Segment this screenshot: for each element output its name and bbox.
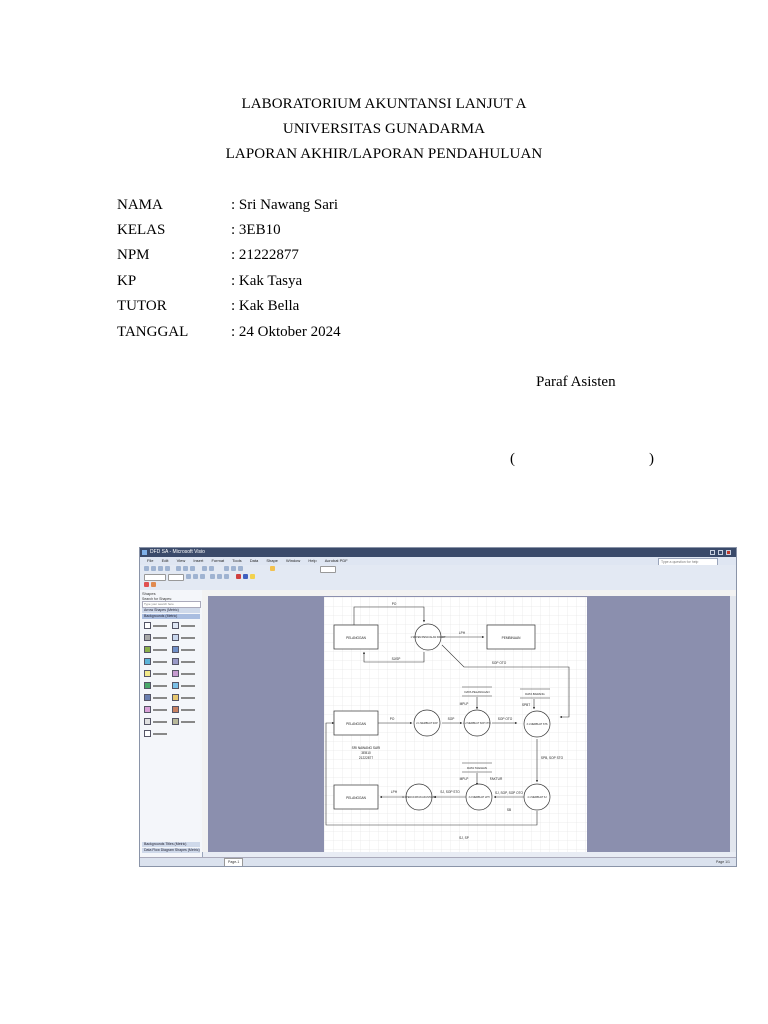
flow-label: SJ, SOP, SOP OTO bbox=[495, 791, 523, 795]
save-icon bbox=[158, 566, 163, 571]
flow-label: PO bbox=[389, 717, 395, 721]
zoom-box bbox=[320, 566, 336, 573]
connector-icon bbox=[231, 566, 236, 571]
background-shape-icon bbox=[172, 658, 179, 665]
align-right-icon bbox=[224, 574, 229, 579]
flow-label: MPLP bbox=[459, 777, 469, 781]
field-label-tanggal: TANGGAL bbox=[117, 324, 189, 340]
background-shape-icon bbox=[144, 730, 151, 737]
background-shape-icon bbox=[172, 682, 179, 689]
open-icon bbox=[151, 566, 156, 571]
field-value-kp: : Kak Tasya bbox=[231, 273, 303, 289]
stencil-background-titles: Backgrounds Titles (Metric) bbox=[142, 842, 200, 847]
field-value-nama: : Sri Nawang Sari bbox=[231, 197, 339, 213]
new-icon bbox=[144, 566, 149, 571]
flow-label: SOP OTO bbox=[491, 661, 507, 665]
menu-tools: Tools bbox=[232, 558, 242, 563]
background-shape-icon bbox=[144, 682, 151, 689]
background-shape-icon bbox=[172, 694, 179, 701]
flow-label: SOP bbox=[447, 717, 455, 721]
flow-label: MPLP bbox=[459, 702, 469, 706]
background-shape-label bbox=[153, 733, 167, 735]
close-icon bbox=[726, 550, 731, 555]
flow-label: SJ, SP bbox=[459, 836, 469, 840]
store-label: DATA PELANGGAN bbox=[464, 690, 490, 694]
background-shape-icon bbox=[172, 634, 179, 641]
background-shape-icon bbox=[172, 706, 179, 713]
background-shape-icon bbox=[144, 646, 151, 653]
screenshot-titlebar bbox=[140, 548, 736, 557]
font-size-box bbox=[168, 574, 184, 581]
screenshot-statusbar bbox=[140, 857, 736, 866]
field-value-npm: : 21222877 bbox=[231, 247, 299, 263]
field-label-tutor: TUTOR bbox=[117, 298, 167, 314]
bold-icon bbox=[186, 574, 191, 579]
background-shape-label bbox=[181, 649, 195, 651]
menu-format: Format bbox=[211, 558, 225, 563]
pdf-icon bbox=[144, 582, 149, 587]
process-label: 2.2 MEMBUAT SOP OTO bbox=[463, 722, 491, 725]
menu-shape: Shape bbox=[266, 558, 278, 563]
flow-label: LPH bbox=[390, 790, 398, 794]
menu-window: Window bbox=[286, 558, 301, 563]
flow-label: SJ, SOP STO bbox=[440, 790, 460, 794]
signature-open-paren: ( bbox=[510, 451, 515, 467]
background-shape-label bbox=[153, 721, 167, 723]
flow-label: SOP OTO bbox=[497, 717, 513, 721]
store-label: DATA BARANG bbox=[525, 692, 545, 696]
underline-icon bbox=[200, 574, 205, 579]
signature-label: Paraf Asisten bbox=[536, 374, 616, 390]
background-shape-label bbox=[153, 685, 167, 687]
background-shape-icon bbox=[144, 634, 151, 641]
background-shape-label bbox=[153, 625, 167, 627]
background-shape-icon bbox=[172, 646, 179, 653]
flow-label: SPBT bbox=[521, 703, 531, 707]
minimize-icon bbox=[710, 550, 715, 555]
background-shape-label bbox=[181, 685, 195, 687]
background-shape-icon bbox=[144, 658, 151, 665]
stencil-backgrounds: Backgrounds (Metric) bbox=[142, 614, 200, 619]
screenshot-window-title: DFD SA - Microsoft Visio bbox=[150, 549, 205, 555]
process-label: 2.1 MEMBUAT SOP bbox=[416, 722, 438, 725]
background-shape-label bbox=[181, 673, 195, 675]
shapes-search-input: Type your search here bbox=[142, 601, 201, 608]
field-label-kp: KP bbox=[117, 273, 137, 289]
shapes-search-label: Search for Shapes: bbox=[142, 597, 172, 601]
align-left-icon bbox=[210, 574, 215, 579]
diagram-caption-class: 3EB10 bbox=[361, 751, 371, 755]
stencil-arrow-shapes: Arrow Shapes (Metric) bbox=[142, 608, 200, 613]
entity-label: PEMBINAAN bbox=[501, 636, 521, 640]
process-label: 3.2 MEMBUAT LPH bbox=[468, 796, 490, 799]
background-shape-label bbox=[181, 697, 195, 699]
page-indicator: Page 1/1 bbox=[715, 860, 730, 864]
background-shape-label bbox=[153, 649, 167, 651]
flow-label: SPB, SOP STO bbox=[540, 756, 564, 760]
shapes-panel-title: Shapes bbox=[142, 591, 156, 596]
entity-label: PELANGGAN bbox=[346, 636, 366, 640]
process-label: 3.1 MEMBUAT STS bbox=[526, 723, 548, 726]
undo-icon bbox=[202, 566, 207, 571]
menu-edit: Edit bbox=[161, 558, 169, 563]
signature-close-paren: ) bbox=[649, 451, 654, 467]
menu-acrobat: Acrobat PDF bbox=[324, 558, 348, 563]
text-icon bbox=[238, 566, 243, 571]
maximize-icon bbox=[718, 550, 723, 555]
background-shape-icon bbox=[144, 670, 151, 677]
flow-label: SJ/SP bbox=[391, 657, 401, 661]
header-line-3: LAPORAN AKHIR/LAPORAN PENDAHULUAN bbox=[225, 146, 543, 162]
background-shape-label bbox=[153, 637, 167, 639]
vertical-scrollbar bbox=[730, 596, 736, 852]
field-label-nama: NAMA bbox=[117, 197, 163, 213]
visio-screenshot bbox=[139, 547, 737, 867]
background-shape-label bbox=[181, 721, 195, 723]
background-shape-label bbox=[153, 697, 167, 699]
process-label: 4.1 MEMBUAT SJ bbox=[527, 796, 547, 799]
background-shape-icon bbox=[172, 622, 179, 629]
menu-insert: Insert bbox=[193, 558, 204, 563]
background-shape-icon bbox=[144, 706, 151, 713]
pdf-convert-icon bbox=[151, 582, 156, 587]
stencil-dfd-shapes: Data Flow Diagram Shapes (Metric) bbox=[144, 848, 200, 852]
field-value-kelas: : 3EB10 bbox=[231, 222, 281, 238]
cut-icon bbox=[176, 566, 181, 571]
font-box bbox=[144, 574, 166, 581]
process-label: 1 SISTEM PENJUALAN KREDIT bbox=[410, 636, 446, 639]
highlight-icon bbox=[270, 566, 275, 571]
print-icon bbox=[165, 566, 170, 571]
flow-label: FAKTUR bbox=[489, 777, 503, 781]
page-tab: Page-1 bbox=[224, 858, 243, 867]
process-label: 3.3 PENCATATAN AKUNTANSI bbox=[402, 796, 436, 799]
shapes-panel bbox=[140, 590, 203, 858]
redo-icon bbox=[209, 566, 214, 571]
fill-color-icon bbox=[250, 574, 255, 579]
menu-file: File bbox=[147, 558, 154, 563]
background-shape-label bbox=[181, 637, 195, 639]
diagram-caption-name: SRI NAWANG SARI bbox=[351, 746, 381, 750]
italic-icon bbox=[193, 574, 198, 579]
font-color-icon bbox=[236, 574, 241, 579]
menu-data: Data bbox=[249, 558, 259, 563]
visio-app-icon bbox=[142, 550, 147, 555]
copy-icon bbox=[183, 566, 188, 571]
background-shape-label bbox=[153, 673, 167, 675]
menu-help: Help bbox=[308, 558, 317, 563]
header-line-1: LABORATORIUM AKUNTANSI LANJUT A bbox=[241, 96, 527, 112]
field-value-tanggal: : 24 Oktober 2024 bbox=[231, 324, 341, 340]
background-shape-label bbox=[181, 625, 195, 627]
store-label: DATA TAGIHAN bbox=[467, 766, 487, 770]
flow-label: LPH bbox=[458, 631, 466, 635]
background-shape-icon bbox=[172, 718, 179, 725]
background-shape-icon bbox=[144, 718, 151, 725]
flow-label: SB bbox=[506, 808, 512, 812]
paste-icon bbox=[190, 566, 195, 571]
line-color-icon bbox=[243, 574, 248, 579]
field-value-tutor: : Kak Bella bbox=[231, 298, 300, 314]
background-shape-icon bbox=[172, 670, 179, 677]
background-shape-label bbox=[153, 661, 167, 663]
field-label-kelas: KELAS bbox=[117, 222, 166, 238]
pointer-icon bbox=[224, 566, 229, 571]
screenshot-help-search: Type a question for help bbox=[658, 558, 718, 566]
flow-label: PO bbox=[391, 602, 397, 606]
background-shape-label bbox=[181, 661, 195, 663]
background-shape-label bbox=[153, 709, 167, 711]
header-line-2: UNIVERSITAS GUNADARMA bbox=[282, 121, 486, 137]
align-center-icon bbox=[217, 574, 222, 579]
menu-view: View bbox=[176, 558, 186, 563]
dfd-diagram bbox=[324, 597, 587, 852]
background-shape-icon bbox=[144, 622, 151, 629]
diagram-caption-npm: 21222877 bbox=[358, 756, 374, 760]
background-shape-icon bbox=[144, 694, 151, 701]
entity-label: PELANGGAN bbox=[346, 796, 366, 800]
field-label-npm: NPM bbox=[117, 247, 150, 263]
entity-label: PELANGGAN bbox=[346, 722, 366, 726]
background-shape-label bbox=[181, 709, 195, 711]
screenshot-menubar bbox=[140, 557, 736, 565]
